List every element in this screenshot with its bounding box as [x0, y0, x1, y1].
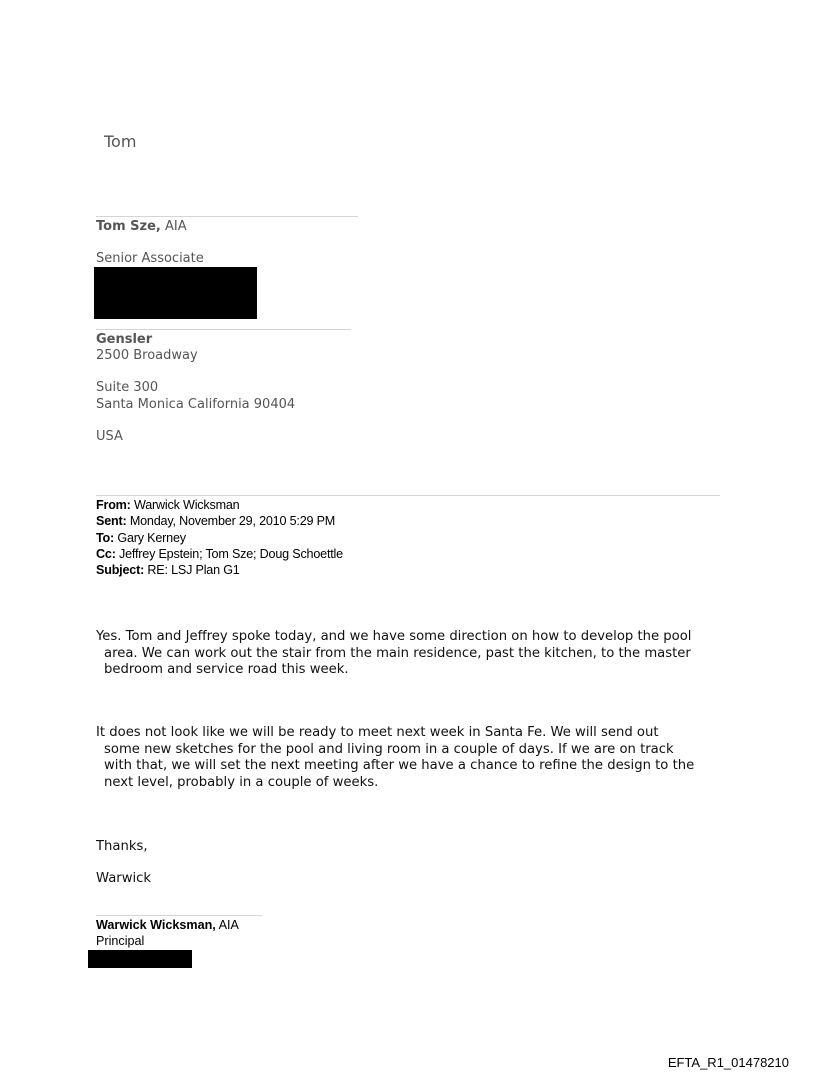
sig1-country: USA — [96, 429, 123, 444]
body-paragraph-1 — [96, 629, 691, 679]
email-header — [96, 497, 343, 578]
sig2-name-line — [96, 918, 239, 932]
email-header-divider — [96, 495, 720, 496]
header-subject: Subject: RE: LSJ Plan G1 — [96, 563, 240, 578]
body-line: with that, we will set the next meeting after we have a chance to refine the design to the — [104, 758, 695, 774]
header-to-value: Gary Kerney — [117, 530, 186, 545]
body-signoff: Warwick — [96, 871, 152, 886]
sig1-address1: 2500 Broadway — [96, 348, 198, 363]
signature-divider — [96, 329, 351, 330]
sig1-credential: AIA — [164, 219, 187, 234]
body-thanks: Thanks, — [96, 839, 148, 854]
header-to: To: Gary Kerney — [96, 530, 186, 545]
header-from-value: Warwick Wicksman — [134, 498, 240, 512]
header-subject-value: RE: LSJ Plan G1 — [147, 563, 240, 578]
signature-divider — [96, 915, 262, 916]
body-line: area. We can work out the stair from the main residence, past the kitchen, to the master — [104, 645, 691, 661]
header-cc: Cc: Jeffrey Epstein; Tom Sze; Doug Schoettle — [96, 546, 343, 561]
body-line: bedroom and service road this week. — [104, 662, 349, 678]
redaction-block — [88, 950, 192, 968]
body-line: It does not look like we will be ready to meet next week in Santa Fe. We will send out — [96, 725, 659, 740]
body-line: some new sketches for the pool and living room in a couple of days. If we are on track — [104, 741, 674, 757]
sig2-credential: AIA — [218, 918, 239, 932]
header-sent-value: Monday, November 29, 2010 5:29 PM — [129, 514, 336, 529]
redaction-block — [94, 267, 257, 319]
sig1-address3: Santa Monica California 90404 — [96, 397, 296, 412]
sig1-company: Gensler — [96, 332, 153, 347]
header-cc-value: Jeffrey Epstein; Tom Sze; Doug Schoettle — [119, 546, 343, 561]
sig1-address2: Suite 300 — [96, 380, 159, 395]
signature-divider — [96, 216, 358, 217]
header-from: From: Warwick Wicksman — [96, 498, 240, 512]
body-line: next level, probably in a couple of weeks. — [104, 774, 379, 790]
header-sent: Sent: Monday, November 29, 2010 5:29 PM — [96, 514, 336, 529]
greeting-name: Tom — [104, 132, 137, 151]
body-paragraph-2 — [96, 725, 694, 791]
sig1-name: Tom Sze, — [96, 219, 161, 234]
sig2-title: Principal — [96, 934, 145, 948]
body-line: Yes. Tom and Jeffrey spoke today, and we have some direction on how to develop the pool — [96, 629, 692, 644]
sig2-name: Warwick Wicksman, — [96, 918, 216, 932]
sig1-title: Senior Associate — [96, 251, 204, 266]
document-id: EFTA_R1_01478210 — [667, 1055, 789, 1070]
sig1-name-line — [96, 219, 187, 234]
